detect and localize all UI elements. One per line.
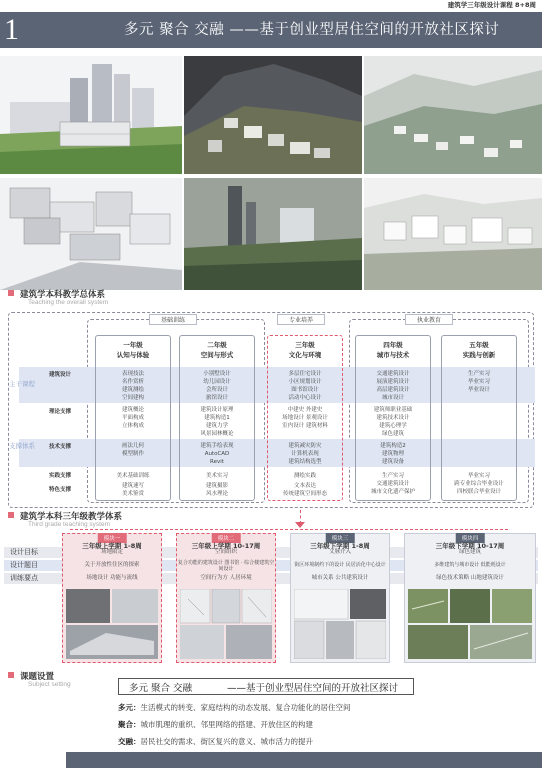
course-item: 跨专业综合毕业设计: [454, 481, 504, 487]
module-tag: 模块一: [98, 533, 127, 543]
group-basic-tag: 基础训练: [149, 314, 197, 325]
course-item: 美术基础训练: [116, 473, 150, 479]
group-practice-tag: 执业教育: [405, 314, 453, 325]
module-topic: 关于开放性住区的探索: [84, 562, 140, 568]
course-item: 建筑设计原理: [200, 407, 234, 413]
course-item: 风景园林概论: [200, 431, 234, 437]
year-title: [442, 340, 516, 360]
course-item: 建筑心理学: [379, 423, 407, 429]
year-theme: 实践与创新: [462, 351, 496, 359]
year-name: 一年级: [123, 341, 143, 349]
course-item: 空间建构: [121, 395, 144, 401]
module-topic: 街区环境制约下的设计 民居活化中心设计: [294, 562, 386, 568]
module-images: [408, 589, 532, 659]
course-item: 活动中心设计: [288, 395, 322, 401]
curriculum-diagram: [8, 312, 534, 508]
module-topic: 复合功能的建筑设计 图书馆 · 综合楼建筑空间设计: [177, 560, 275, 572]
keyword-key: 交融：: [118, 737, 141, 746]
course-item: 绿色建筑: [381, 431, 404, 437]
module-1: [62, 533, 162, 663]
module-tag: 模块三: [326, 533, 355, 543]
year-column-1: [95, 335, 171, 501]
keyword-line: [118, 719, 313, 730]
year-column-3: [267, 335, 343, 501]
course-item: 建筑速写: [121, 483, 144, 489]
stage-label-points: 训练要点: [10, 574, 38, 582]
module-head: 三年级下学期 1-8周: [310, 542, 370, 550]
course-item: 立体构成: [121, 423, 144, 429]
module-goal: 文脉介入: [328, 549, 351, 555]
row-label-tech: 技术支撑: [49, 444, 72, 450]
module-points: 场地设计 功能与流线: [86, 575, 138, 581]
course-item: 风水理论: [205, 491, 228, 497]
year-column-2: [179, 335, 255, 501]
course-item: 建筑摄影: [205, 483, 228, 489]
course-item: 建筑手绘表现: [200, 443, 234, 449]
year-title: [180, 340, 254, 360]
course-item: 建筑力学: [205, 423, 228, 429]
year-theme: 文化与环境: [288, 351, 322, 359]
course-item: 建筑结构选型: [288, 459, 322, 465]
year-title: [356, 340, 430, 360]
module-topic: 多维建筑与城市设计 低能耗设计: [434, 562, 506, 568]
year-title: [268, 340, 342, 360]
section-subtitle: Subject setting: [28, 681, 71, 688]
course-item: 旅馆设计: [205, 395, 228, 401]
course-item: 城市文化遗产保护: [370, 489, 415, 495]
course-item: 建筑概论: [121, 407, 144, 413]
module-images: [294, 589, 386, 659]
section-title: 建筑学本科教学总体系: [20, 290, 106, 300]
course-item: 文本表达: [293, 483, 316, 489]
year-name: 三年级: [295, 341, 315, 349]
course-item: 建筑减灾防灾: [288, 443, 322, 449]
keyword-text: 生活模式的转变、家庭结构的动态发展、复合功能化的居住空间: [140, 703, 351, 712]
module-images: [66, 589, 158, 659]
section-heading-overall: [8, 288, 208, 310]
module-head: 三年级上学期 1-8周: [82, 542, 142, 550]
section-marker: [8, 672, 14, 678]
course-item: 表现技法: [121, 371, 144, 377]
course-item: 计算机表现: [291, 451, 319, 457]
course-item: 画法几何: [121, 443, 144, 449]
year-name: 二年级: [207, 341, 227, 349]
keyword-line: [118, 702, 351, 713]
render-stacked-housing: [0, 178, 182, 290]
section-marker: [8, 290, 14, 296]
keyword-text: 居民社交的需求、街区复兴的意义、城市活力的提升: [140, 737, 313, 746]
course-item: 展演建筑设计: [376, 379, 410, 385]
course-item: 毕业实习: [467, 379, 490, 385]
module-3: [290, 533, 390, 663]
course-item: Revit: [210, 459, 224, 465]
arrow-head-icon: [295, 522, 305, 528]
section-title: 建筑学本科三年级教学体系: [20, 512, 123, 522]
subject-title-main: 多元 聚合 交融: [129, 683, 193, 694]
course-item: 建筑测绘: [121, 387, 144, 393]
course-item: 中建史 外建史: [287, 407, 323, 413]
subject-title-box: [118, 678, 414, 695]
group-professional-tag: 专业培养: [277, 314, 325, 325]
module-tag: 模块四: [456, 533, 485, 543]
course-item: 高层建筑设计: [376, 387, 410, 393]
year-theme: 认知与体验: [116, 351, 150, 359]
module-goal: 场地限定: [100, 549, 123, 555]
year-column-4: [355, 335, 431, 501]
footer-bar: [66, 752, 542, 768]
section-subtitle: Teaching the overall system: [28, 299, 109, 306]
course-item: 测绘实践: [293, 473, 316, 479]
connector-line: [70, 529, 508, 530]
course-item: 毕业设计: [467, 387, 490, 393]
course-item: 图书馆设计: [291, 387, 319, 393]
module-goal: 绿色建筑: [458, 549, 481, 555]
module-points: 城市关系 公共建筑设计: [311, 575, 369, 581]
module-head: 三年级上学期 10-17周: [191, 542, 261, 550]
course-item: 场地设计 景观设计: [282, 415, 328, 421]
stage-label-topic: 设计题目: [10, 561, 38, 569]
course-item: 建筑构造1: [204, 415, 230, 421]
course-item: 小别墅设计: [203, 371, 231, 377]
course-item: 四校联合毕业设计: [456, 489, 501, 495]
side-label-support: 支撑体系: [9, 442, 35, 450]
page-title: 多元 聚合 交融 ——基于创业型居住空间的开放社区探讨: [124, 22, 500, 38]
module-2: [176, 533, 276, 663]
year-title: [96, 340, 170, 360]
keyword-key: 多元：: [118, 703, 141, 712]
row-label-theory: 理论支撑: [49, 409, 72, 415]
year-theme: 空间与形式: [200, 351, 234, 359]
section-marker: [8, 512, 14, 518]
keyword-line: [118, 736, 313, 747]
render-misty-village: [364, 56, 542, 174]
course-item: 毕业实习: [467, 473, 490, 479]
course-item: 会所设计: [205, 387, 228, 393]
course-item: 生产实习: [467, 371, 490, 377]
module-points: 绿色技术策略 山地建筑设计: [436, 575, 504, 581]
course-item: 平面构成: [121, 415, 144, 421]
row-label-design: 建筑设计: [49, 372, 72, 378]
render-hillside-aerial: [184, 56, 362, 174]
course-item: 建筑技术设计: [376, 415, 410, 421]
render-tower-park: [0, 56, 182, 174]
course-item: 美术实习: [205, 473, 228, 479]
course-item: 美术鉴赏: [121, 491, 144, 497]
module-head: 三年级下学期 10-17周: [435, 542, 505, 550]
course-item: 多层住宅设计: [288, 371, 322, 377]
course-item: AutoCAD: [204, 451, 230, 457]
render-white-village: [364, 178, 542, 290]
course-item: 交通建筑设计: [376, 371, 410, 377]
subject-title-sub: ——基于创业型居住空间的开放社区探讨: [227, 683, 399, 694]
module-points: 空间行为方 人居环境: [200, 575, 252, 581]
course-item: 幼儿园设计: [203, 379, 231, 385]
course-item: 城市设计: [381, 395, 404, 401]
course-label: 建筑学三年级设计课程 8+8周: [447, 1, 536, 9]
keyword-text: 城市肌理的重织、邻里网络的搭建、开放住区的构建: [140, 720, 313, 729]
year-column-5: [441, 335, 517, 501]
page-number: 1: [4, 13, 19, 46]
row-label-special: 特色支撑: [49, 487, 72, 493]
keyword-key: 聚合：: [118, 720, 141, 729]
row-label-practice: 实践支撑: [49, 473, 72, 479]
course-item: 传统建筑空间形态: [282, 491, 327, 497]
course-item: 小区规划设计: [288, 379, 322, 385]
side-label-main: 主干课程: [9, 380, 35, 388]
year-name: 四年级: [383, 341, 403, 349]
year-theme: 城市与技术: [376, 351, 410, 359]
course-item: 模型制作: [121, 451, 144, 457]
course-item: 名作赏析: [121, 379, 144, 385]
course-item: 建筑师职业基础: [373, 407, 413, 413]
module-images: [180, 589, 272, 659]
render-tower-forest: [184, 178, 362, 290]
module-tag: 模块二: [212, 533, 241, 543]
course-item: 建筑物理: [381, 451, 404, 457]
module-goal: 空间组织: [214, 549, 237, 555]
page-header: [0, 0, 542, 52]
course-item: 建筑构造2: [380, 443, 406, 449]
year-name: 五年级: [469, 341, 489, 349]
module-4: [404, 533, 536, 663]
course-item: 室内设计 建筑材料: [282, 423, 328, 429]
section-subtitle: Third grade teaching system: [28, 521, 111, 528]
course-item: 建筑设备: [381, 459, 404, 465]
course-item: 交通建筑设计: [376, 481, 410, 487]
course-item: 生产实习: [381, 473, 404, 479]
section-heading-subject: [8, 670, 128, 692]
stage-label-goal: 设计目标: [10, 548, 38, 556]
section-title: 课题设置: [20, 672, 55, 682]
